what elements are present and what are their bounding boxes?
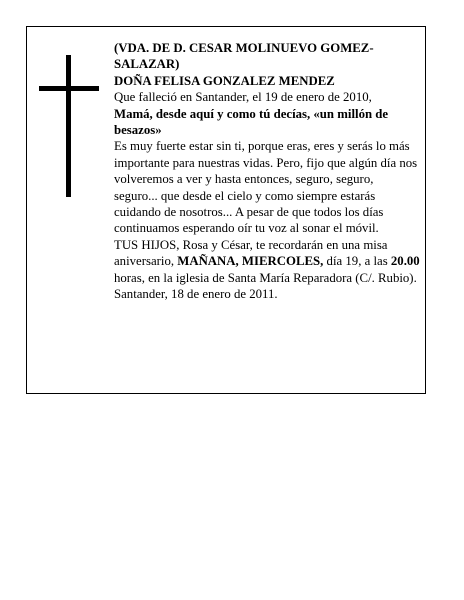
obituary-notice <box>26 26 426 394</box>
cross-icon <box>39 55 99 197</box>
quote-line: Mamá, desde aquí y como tú decías, «un millón de besazos» <box>114 106 389 138</box>
cross-vertical-bar <box>66 55 71 197</box>
mass-after-time: horas, en la iglesia de Santa María Reparadora (C/. Rubio). <box>114 270 417 285</box>
mass-after-day: día 19, a las <box>323 254 391 269</box>
widow-line: (VDA. DE D. CESAR MOLINUEVO GOMEZ-SALAZAR) <box>114 41 374 72</box>
mass-day: MAÑANA, MIERCOLES, <box>177 254 324 269</box>
death-line: Que falleció en Santander, el 19 de enero de 2010, <box>114 90 372 105</box>
notice-text <box>114 40 420 303</box>
mass-intro: TUS HIJOS, Rosa y César, te recordarán en una misa aniversario, <box>114 237 388 269</box>
deceased-name: DOÑA FELISA GONZALEZ MENDEZ <box>114 73 335 88</box>
closing-line: Santander, 18 de enero de 2011. <box>114 287 278 302</box>
mass-paragraph <box>114 237 420 286</box>
mass-time: 20.00 <box>390 254 420 269</box>
cross-horizontal-bar <box>39 86 99 91</box>
message-paragraph: Es muy fuerte estar sin ti, porque eras, eres y serás lo más importante para nuestras vidas. Pero, fijo que algún día nos volveremos a ver y hasta entonces, seguro, seguro, seguro... que desde el cielo y como siempre estarás cuidando de nosotros... A pesar de que todos los días continuamos esperando oír tu voz al sonar el móvil. <box>114 139 418 236</box>
